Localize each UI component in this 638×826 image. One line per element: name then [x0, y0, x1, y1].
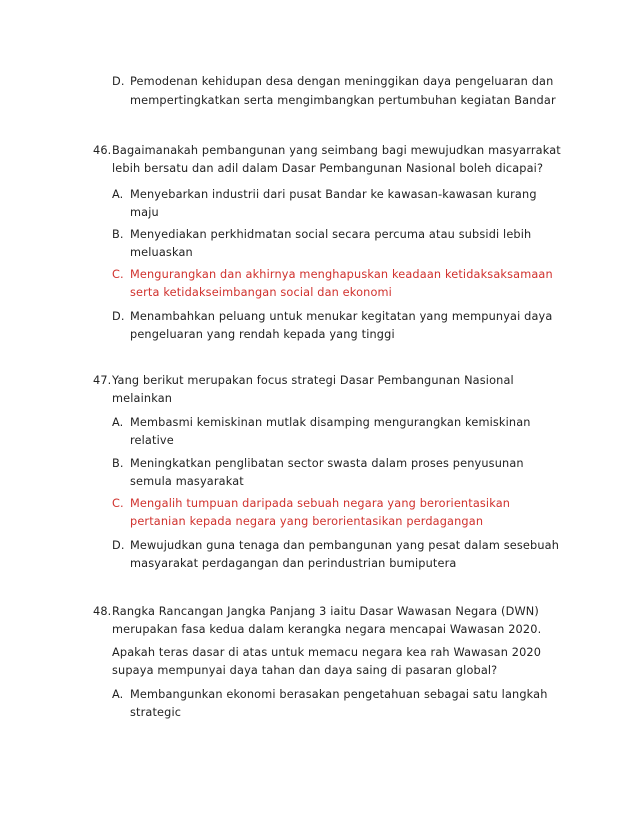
option-letter: D. — [112, 310, 125, 323]
option-text-line: Menambahkan peluang untuk menukar kegitatan yang mempunyai daya — [130, 310, 553, 323]
option-letter: B. — [112, 457, 124, 470]
option-text-line: Meningkatkan penglibatan sector swasta dalam proses penyusunan — [130, 457, 524, 470]
question-text-line: Bagaimanakah pembangunan yang seimbang bagi mewujudkan masyarrakat — [112, 144, 561, 157]
option-text-line: maju — [130, 206, 159, 219]
option-letter: D. — [112, 539, 125, 552]
option-letter: A. — [112, 688, 124, 701]
question-text-line: lebih bersatu dan adil dalam Dasar Pembangunan Nasional boleh dicapai? — [112, 162, 544, 175]
question-number: 47. — [93, 374, 112, 387]
question-number: 46. — [93, 144, 112, 157]
option-letter: A. — [112, 188, 124, 201]
option-text-line: Menyediakan perkhidmatan social secara percuma atau subsidi lebih — [130, 228, 532, 241]
option-letter: B. — [112, 228, 124, 241]
option-text-line: semula masyarakat — [130, 475, 244, 488]
option-text-line: Menyebarkan industrii dari pusat Bandar ke kawasan-kawasan kurang — [130, 188, 537, 201]
answer-option-letter: C. — [112, 497, 124, 510]
question-subtext-line: Apakah teras dasar di atas untuk memacu negara kea rah Wawasan 2020 — [112, 646, 542, 659]
option-text-line: Pemodenan kehidupan desa dengan meninggikan daya pengeluaran dan — [130, 75, 554, 88]
option-text-line: Membasmi kemiskinan mutlak disamping mengurangkan kemiskinan — [130, 416, 531, 429]
question-text-line: Yang berikut merupakan focus strategi Dasar Pembangunan Nasional — [112, 374, 514, 387]
option-text-line: pengeluaran yang rendah kepada yang tinggi — [130, 328, 395, 341]
answer-option-letter: C. — [112, 268, 124, 281]
option-letter: A. — [112, 416, 124, 429]
question-text-line: melainkan — [112, 392, 173, 405]
question-text-line: Rangka Rancangan Jangka Panjang 3 iaitu Dasar Wawasan Negara (DWN) — [112, 605, 539, 618]
question-text-line: merupakan fasa kedua dalam kerangka negara mencapai Wawasan 2020. — [112, 623, 542, 636]
question-number: 48. — [93, 605, 112, 618]
option-text-line: strategic — [130, 706, 182, 719]
option-text-line: relative — [130, 434, 174, 447]
answer-option-text-line: pertanian kepada negara yang berorientasikan perdagangan — [130, 515, 484, 528]
answer-option-text-line: Mengurangkan dan akhirnya menghapuskan keadaan ketidaksaksamaan — [130, 268, 553, 281]
option-text-line: Membangunkan ekonomi berasakan pengetahuan sebagai satu langkah — [130, 688, 548, 701]
option-text-line: Mewujudkan guna tenaga dan pembangunan yang pesat dalam sesebuah — [130, 539, 560, 552]
answer-option-text-line: serta ketidakseimbangan social dan ekonomi — [130, 286, 392, 299]
answer-option-text-line: Mengalih tumpuan daripada sebuah negara yang berorientasikan — [130, 497, 511, 510]
question-subtext-line: supaya mempunyai daya tahan dan daya saing di pasaran global? — [112, 664, 498, 677]
option-text-line: masyarakat perdagangan dan perindustrian bumiputera — [130, 557, 457, 570]
option-letter: D. — [112, 75, 125, 88]
option-text-line: meluaskan — [130, 246, 193, 259]
option-text-line: mempertingkatkan serta mengimbangkan pertumbuhan kegiatan Bandar — [130, 94, 556, 107]
